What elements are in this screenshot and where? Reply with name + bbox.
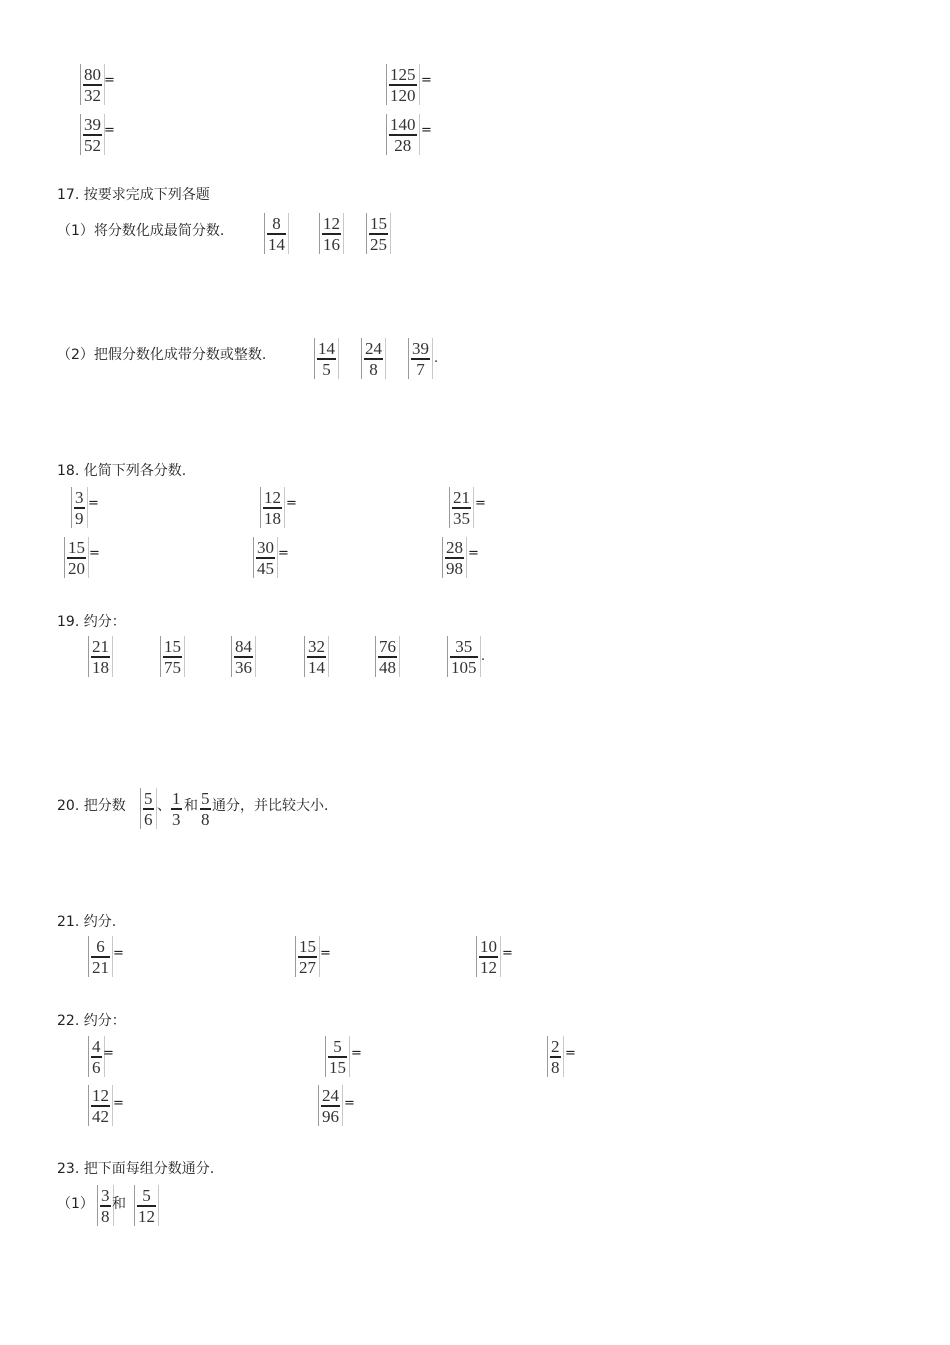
denominator: 8 xyxy=(369,360,378,379)
denominator: 14 xyxy=(308,658,325,677)
denominator: 96 xyxy=(322,1107,339,1126)
numerator: 3 xyxy=(101,1186,110,1205)
fraction xyxy=(449,487,474,528)
numerator: 4 xyxy=(92,1037,101,1056)
numerator: 12 xyxy=(264,488,281,507)
denominator: 27 xyxy=(299,958,316,977)
fraction xyxy=(361,338,386,379)
fraction xyxy=(304,636,329,677)
denominator: 6 xyxy=(144,810,153,829)
numerator: 1 xyxy=(172,789,181,808)
denominator: 32 xyxy=(84,86,101,105)
equals-sign: = xyxy=(344,1096,355,1111)
question-19-title: 19. 约分： xyxy=(57,614,126,630)
equals-sign: = xyxy=(502,946,513,961)
denominator: 8 xyxy=(201,810,210,829)
fraction xyxy=(386,114,420,155)
numerator: 76 xyxy=(379,637,396,656)
numerator: 15 xyxy=(68,538,85,557)
numerator: 140 xyxy=(390,115,416,134)
denominator: 25 xyxy=(370,235,387,254)
fraction xyxy=(80,114,105,155)
fraction xyxy=(366,213,391,254)
fraction xyxy=(264,213,289,254)
numerator: 10 xyxy=(480,937,497,956)
denominator: 105 xyxy=(451,658,477,677)
question-20-suffix: 通分，并比较大小. xyxy=(212,798,329,814)
fraction xyxy=(88,636,113,677)
denominator: 52 xyxy=(84,136,101,155)
numerator: 5 xyxy=(142,1186,151,1205)
numerator: 5 xyxy=(333,1037,342,1056)
fraction xyxy=(319,213,344,254)
denominator: 36 xyxy=(235,658,252,677)
fraction xyxy=(447,636,481,677)
fraction xyxy=(168,788,185,829)
question-17-part-1: （1）将分数化成最简分数. xyxy=(57,223,225,239)
denominator: 7 xyxy=(416,360,425,379)
denominator: 3 xyxy=(172,810,181,829)
denominator: 9 xyxy=(75,509,84,528)
fraction xyxy=(442,537,467,578)
fraction xyxy=(325,1036,350,1077)
numerator: 80 xyxy=(84,65,101,84)
fraction xyxy=(88,936,113,977)
fraction xyxy=(231,636,256,677)
equals-sign: = xyxy=(88,496,99,511)
numerator: 28 xyxy=(446,538,463,557)
numerator: 5 xyxy=(201,789,210,808)
separator: 、 xyxy=(157,798,171,814)
numerator: 6 xyxy=(96,937,105,956)
denominator: 98 xyxy=(446,559,463,578)
equals-sign: = xyxy=(278,546,289,561)
join-word: 和 xyxy=(112,1196,126,1212)
fraction xyxy=(547,1036,564,1077)
denominator: 12 xyxy=(480,958,497,977)
numerator: 84 xyxy=(235,637,252,656)
denominator: 28 xyxy=(394,136,412,155)
fraction xyxy=(140,788,157,829)
fraction xyxy=(88,1085,113,1126)
fraction xyxy=(80,64,105,105)
numerator: 24 xyxy=(322,1086,339,1105)
equals-sign: = xyxy=(320,946,331,961)
fraction xyxy=(295,936,320,977)
fraction xyxy=(386,64,420,105)
numerator: 39 xyxy=(84,115,101,134)
denominator: 8 xyxy=(551,1058,560,1077)
fraction xyxy=(260,487,285,528)
numerator: 14 xyxy=(318,339,335,358)
denominator: 35 xyxy=(453,509,470,528)
denominator: 18 xyxy=(92,658,109,677)
denominator: 16 xyxy=(323,235,340,254)
denominator: 18 xyxy=(264,509,281,528)
fraction xyxy=(160,636,185,677)
equals-sign: = xyxy=(113,1096,124,1111)
denominator: 42 xyxy=(92,1107,109,1126)
numerator: 24 xyxy=(365,339,382,358)
numerator: 15 xyxy=(299,937,316,956)
question-20-prefix: 20. 把分数 xyxy=(57,798,126,814)
period: . xyxy=(481,649,486,664)
fraction xyxy=(134,1185,159,1226)
equals-sign: = xyxy=(89,546,100,561)
period: . xyxy=(434,351,439,366)
fraction xyxy=(375,636,400,677)
numerator: 30 xyxy=(257,538,274,557)
equals-sign: = xyxy=(351,1046,362,1061)
separator: 和 xyxy=(184,798,198,814)
equals-sign: = xyxy=(468,546,479,561)
numerator: 39 xyxy=(412,339,429,358)
denominator: 6 xyxy=(92,1058,101,1077)
equals-sign: = xyxy=(103,1046,114,1061)
numerator: 32 xyxy=(308,637,325,656)
fraction xyxy=(314,338,339,379)
denominator: 14 xyxy=(268,235,285,254)
denominator: 15 xyxy=(329,1058,346,1077)
fraction xyxy=(64,537,89,578)
denominator: 20 xyxy=(68,559,85,578)
question-17-part-2: （2）把假分数化成带分数或整数. xyxy=(57,347,267,363)
equals-sign: = xyxy=(104,73,115,88)
numerator: 35 xyxy=(455,637,473,656)
denominator: 12 xyxy=(138,1207,155,1226)
numerator: 12 xyxy=(323,214,340,233)
numerator: 15 xyxy=(164,637,181,656)
fraction xyxy=(318,1085,343,1126)
numerator: 21 xyxy=(453,488,470,507)
equals-sign: = xyxy=(565,1046,576,1061)
question-23-part-1-label: （1） xyxy=(57,1196,94,1212)
numerator: 8 xyxy=(272,214,281,233)
denominator: 5 xyxy=(322,360,331,379)
fraction xyxy=(408,338,433,379)
equals-sign: = xyxy=(104,123,115,138)
denominator: 120 xyxy=(390,86,416,105)
equals-sign: = xyxy=(113,946,124,961)
denominator: 48 xyxy=(379,658,396,677)
fraction xyxy=(476,936,501,977)
equals-sign: = xyxy=(286,496,297,511)
equals-sign: = xyxy=(421,73,432,88)
fraction xyxy=(71,487,88,528)
fraction xyxy=(253,537,278,578)
numerator: 5 xyxy=(144,789,153,808)
question-17-title: 17. 按要求完成下列各题 xyxy=(57,187,210,203)
numerator: 21 xyxy=(92,637,109,656)
question-23-title: 23. 把下面每组分数通分. xyxy=(57,1161,215,1177)
question-21-title: 21. 约分. xyxy=(57,914,117,930)
denominator: 75 xyxy=(164,658,181,677)
numerator: 2 xyxy=(551,1037,560,1056)
denominator: 45 xyxy=(257,559,274,578)
question-18-title: 18. 化简下列各分数. xyxy=(57,463,187,479)
numerator: 12 xyxy=(92,1086,109,1105)
question-22-title: 22. 约分： xyxy=(57,1013,126,1029)
denominator: 21 xyxy=(92,958,109,977)
denominator: 8 xyxy=(101,1207,110,1226)
numerator: 15 xyxy=(370,214,387,233)
numerator: 125 xyxy=(390,65,416,84)
equals-sign: = xyxy=(421,123,432,138)
equals-sign: = xyxy=(475,496,486,511)
numerator: 3 xyxy=(75,488,84,507)
